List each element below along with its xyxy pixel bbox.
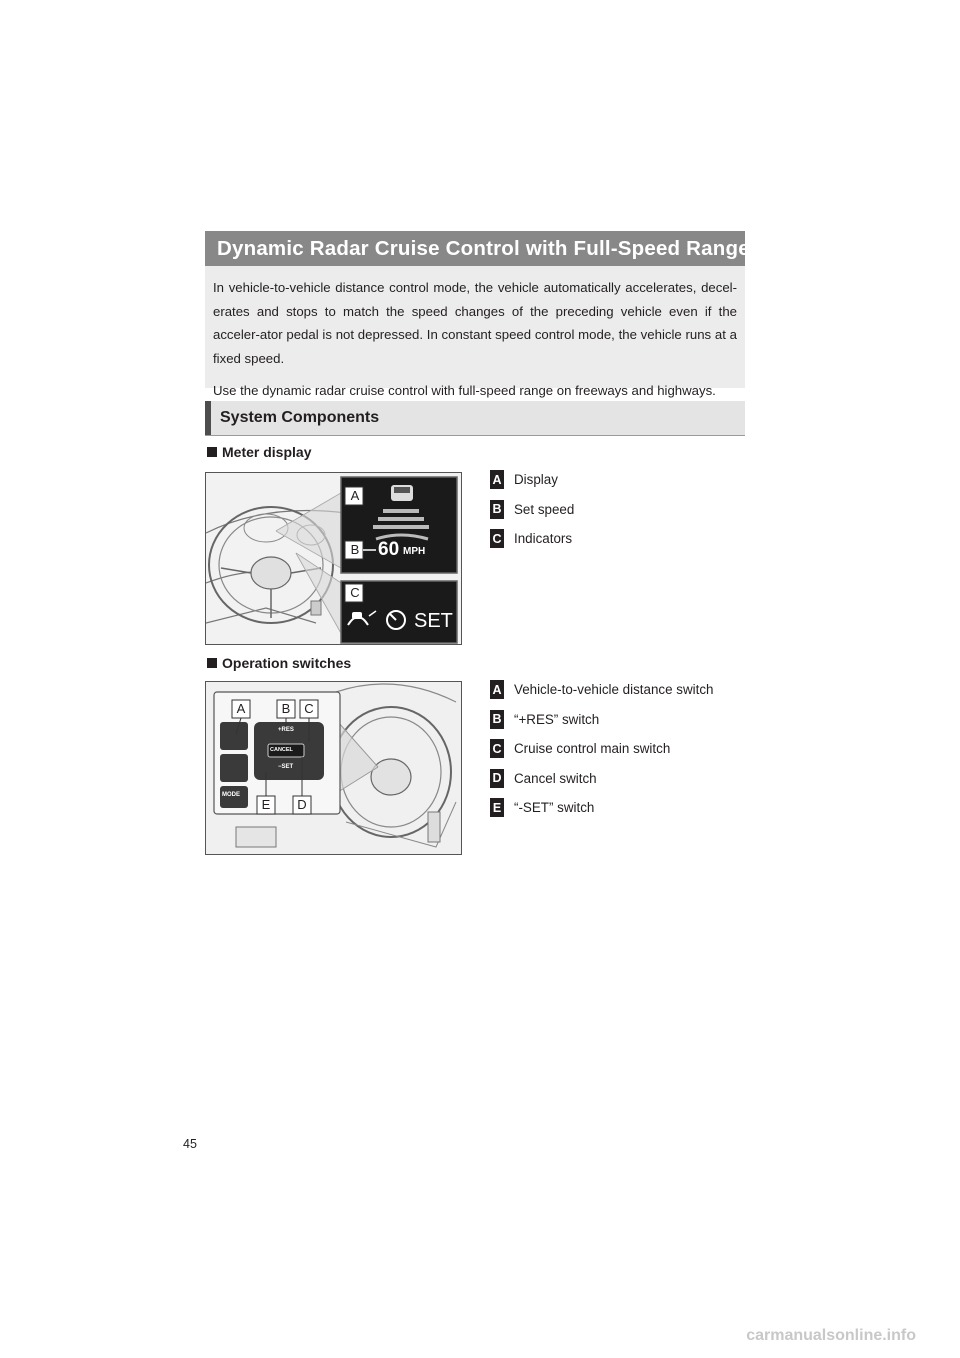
operation-switches-figure [205,681,462,855]
legend-item [490,465,574,495]
meter-heading [207,444,311,460]
page-number: 45 [183,1137,197,1151]
watermark: carmanualsonline.info [746,1327,916,1344]
legend-label: Set speed [514,501,575,517]
meter-callout-c: C [350,585,360,600]
meter-callout-b: B [350,542,360,557]
meter-heading-text: Meter display [222,444,312,460]
intro-box [205,266,745,398]
set-speed-unit: MPH [403,546,426,557]
square-bullet-icon [207,447,217,457]
switches-legend [490,675,713,823]
section-title: System Components [220,409,380,426]
meter-display-figure [205,472,462,645]
intro-paragraph-1: In vehicle-to-vehicle distance control mode, the vehicle automatically accelerates, decel-erates and stops to match the speed changes of the preceding vehicle even if the acceler-ator pedal is not depressed. In constant speed control mode, the vehicle runs at a fixed speed. [213,280,737,366]
legend-item [490,495,574,525]
legend-item [490,734,713,764]
meter-callout-a: A [350,488,360,503]
switches-heading [207,655,351,671]
legend-badge: A [490,470,504,489]
legend-badge: C [490,739,504,758]
legend-badge: E [490,798,504,817]
legend-label: Vehicle-to-vehicle distance switch [514,682,714,698]
legend-item [490,764,713,794]
legend-badge: D [490,769,504,788]
legend-badge: B [490,710,504,729]
meter-legend [490,465,574,554]
legend-badge: A [490,680,504,699]
legend-item [490,705,713,735]
page-title-bar [205,231,750,266]
legend-label: “-SET” switch [514,800,595,816]
set-button-label: −SET [278,764,294,770]
switch-callout-e: E [261,797,271,812]
switches-heading-text: Operation switches [222,655,352,671]
legend-badge: B [490,500,504,519]
switch-callout-a: A [236,701,246,716]
switch-callout-c: C [304,701,314,716]
switch-callout-d: D [297,797,307,812]
mode-button-label: MODE [222,792,240,798]
page-title: Dynamic Radar Cruise Control with Full-Speed Range [217,236,750,260]
legend-label: Indicators [514,531,573,547]
section-heading-bar [205,401,745,436]
legend-label: Display [514,472,558,488]
set-speed-value: 60 [378,539,400,560]
legend-label: Cancel switch [514,770,597,786]
set-indicator-label: SET [414,610,453,632]
legend-badge: C [490,529,504,548]
cancel-button-label: CANCEL [270,747,293,753]
square-bullet-icon [207,658,217,668]
switch-callout-b: B [281,701,291,716]
legend-item [490,675,713,705]
legend-label: Cruise control main switch [514,741,671,757]
legend-label: “+RES” switch [514,711,600,727]
intro-paragraph-2: Use the dynamic radar cruise control with full-speed range on freeways and highways. [213,383,716,398]
legend-item [490,793,713,823]
legend-item [490,524,574,554]
res-button-label: +RES [278,727,294,733]
